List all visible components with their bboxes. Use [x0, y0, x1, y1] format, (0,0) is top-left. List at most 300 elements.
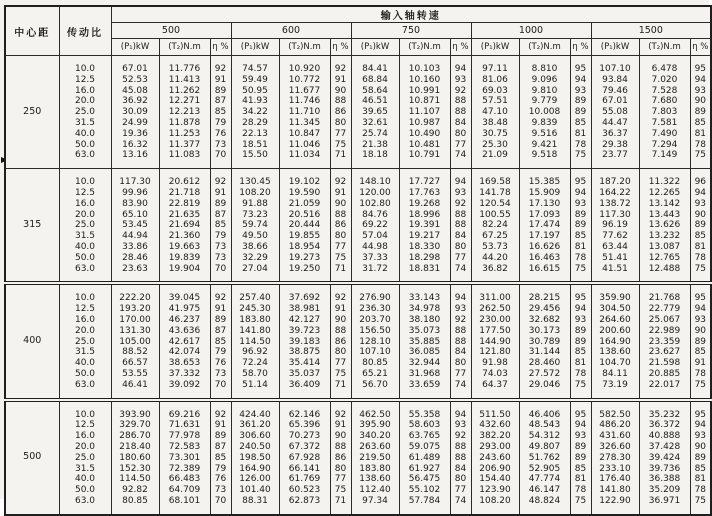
data-cell: 88 [450, 220, 471, 231]
data-cell: 141.80 [231, 326, 279, 337]
data-cell: 10.103 [399, 56, 450, 75]
data-cell: 120.54 [471, 199, 519, 210]
data-cell: 91 [690, 358, 711, 369]
data-cell: 57.784 [399, 496, 450, 515]
table-row [5, 220, 711, 231]
data-cell: 25.74 [351, 129, 399, 140]
data-cell: 94 [690, 188, 711, 199]
data-cell: 90 [690, 210, 711, 221]
data-cell: 92 [330, 400, 351, 421]
table-row [5, 347, 711, 358]
data-cell: 73.301 [159, 453, 210, 464]
data-cell: 28.29 [231, 118, 279, 129]
data-cell: 28.46 [111, 253, 159, 264]
table-row [5, 118, 711, 129]
ratio-value: 63.0 [59, 380, 111, 400]
data-cell: 77 [330, 129, 351, 140]
data-cell: 94 [450, 283, 471, 304]
data-cell: 114.50 [111, 474, 159, 485]
data-cell: 91 [210, 75, 231, 86]
data-cell: 12.765 [639, 253, 690, 264]
data-cell: 39.65 [351, 107, 399, 118]
data-cell: 53.45 [111, 220, 159, 231]
data-cell: 286.70 [111, 431, 159, 442]
data-cell: 7.020 [639, 75, 690, 86]
data-cell: 15.909 [519, 188, 570, 199]
data-cell: 203.70 [351, 315, 399, 326]
data-cell: 13.16 [111, 150, 159, 168]
data-cell: 10.987 [399, 118, 450, 129]
table-row [5, 380, 711, 400]
data-cell: 85 [570, 231, 591, 242]
data-cell: 28.460 [519, 358, 570, 369]
data-cell: 75 [330, 485, 351, 496]
speed-header-1500: 1500 [591, 23, 711, 39]
data-cell: 88 [450, 326, 471, 337]
data-cell: 46.51 [351, 96, 399, 107]
data-cell: 93 [690, 86, 711, 97]
table-row [5, 337, 711, 348]
data-cell: 89 [690, 337, 711, 348]
data-cell: 88 [450, 96, 471, 107]
table-row [5, 485, 711, 496]
ratio-value: 63.0 [59, 264, 111, 284]
data-cell: 72.389 [159, 464, 210, 475]
sub-header-efficiency: η % [210, 39, 231, 56]
data-cell: 11.878 [159, 118, 210, 129]
data-cell: 70 [210, 150, 231, 168]
data-cell: 89 [570, 220, 591, 231]
data-cell: 89 [210, 86, 231, 97]
data-cell: 52.905 [519, 464, 570, 475]
data-cell: 35.232 [639, 400, 690, 421]
data-cell: 97.11 [471, 56, 519, 75]
data-cell: 108.20 [231, 188, 279, 199]
data-cell: 87 [210, 442, 231, 453]
ratio-value: 50.0 [59, 485, 111, 496]
data-cell: 7.680 [639, 96, 690, 107]
data-cell: 8.810 [519, 56, 570, 75]
col-header-center-distance: 中心距 [5, 6, 59, 56]
data-cell: 424.40 [231, 400, 279, 421]
data-cell: 27.572 [519, 369, 570, 380]
data-cell: 19.268 [399, 199, 450, 210]
data-cell: 138.72 [591, 199, 639, 210]
data-cell: 15.50 [231, 150, 279, 168]
data-cell: 39.183 [279, 337, 330, 348]
data-cell: 76 [210, 129, 231, 140]
data-cell: 34.22 [231, 107, 279, 118]
data-cell: 66.141 [279, 464, 330, 475]
data-cell: 85 [210, 107, 231, 118]
data-cell: 70 [210, 496, 231, 515]
data-cell: 75 [330, 253, 351, 264]
sub-header-torque: (T₂)N.m [399, 39, 450, 56]
data-cell: 11.262 [159, 86, 210, 97]
data-cell: 81.06 [471, 75, 519, 86]
data-cell: 35.073 [399, 326, 450, 337]
ratio-value: 40.0 [59, 358, 111, 369]
data-cell: 47.774 [519, 474, 570, 485]
data-cell: 23.63 [111, 264, 159, 284]
table-row [5, 283, 711, 304]
data-cell: 128.10 [351, 337, 399, 348]
data-cell: 18.18 [351, 150, 399, 168]
data-cell: 17.727 [399, 169, 450, 188]
data-cell: 71 [330, 150, 351, 168]
data-cell: 63.44 [591, 242, 639, 253]
data-cell: 35.885 [399, 337, 450, 348]
data-cell: 19.590 [279, 188, 330, 199]
data-cell: 19.36 [111, 129, 159, 140]
data-cell: 67.372 [279, 442, 330, 453]
data-cell: 37.428 [639, 442, 690, 453]
ratio-value: 20.0 [59, 326, 111, 337]
data-cell: 88.52 [111, 347, 159, 358]
data-cell: 71.631 [159, 420, 210, 431]
data-cell: 11.046 [279, 140, 330, 151]
data-cell: 46.147 [519, 485, 570, 496]
data-cell: 44.94 [111, 231, 159, 242]
data-cell: 80 [450, 129, 471, 140]
data-cell: 89 [570, 210, 591, 221]
data-cell: 35.209 [639, 485, 690, 496]
ratio-value: 16.0 [59, 315, 111, 326]
data-cell: 97.34 [351, 496, 399, 515]
data-cell: 22.017 [639, 380, 690, 400]
data-cell: 77 [450, 485, 471, 496]
data-cell: 41.93 [231, 96, 279, 107]
data-cell: 86 [330, 453, 351, 464]
data-cell: 54.312 [519, 431, 570, 442]
data-cell: 88 [450, 442, 471, 453]
data-cell: 74 [450, 264, 471, 284]
data-cell: 19.273 [279, 253, 330, 264]
data-cell: 23.627 [639, 347, 690, 358]
data-cell: 78 [690, 140, 711, 151]
data-cell: 91 [330, 75, 351, 86]
data-cell: 91 [210, 420, 231, 431]
data-cell: 19.250 [279, 264, 330, 284]
data-cell: 16.463 [519, 253, 570, 264]
ratio-value: 63.0 [59, 496, 111, 515]
data-cell: 39.723 [279, 326, 330, 337]
data-cell: 91 [210, 304, 231, 315]
data-cell: 11.083 [159, 150, 210, 168]
block-center-315 [5, 169, 711, 284]
center-distance-value: 250 [5, 56, 59, 169]
data-cell: 92 [210, 400, 231, 421]
data-cell: 11.710 [279, 107, 330, 118]
data-cell: 101.40 [231, 485, 279, 496]
data-cell: 91 [330, 304, 351, 315]
data-cell: 80 [450, 474, 471, 485]
data-cell: 19.839 [159, 253, 210, 264]
data-cell: 39.092 [159, 380, 210, 400]
data-cell: 66.483 [159, 474, 210, 485]
data-cell: 78 [570, 140, 591, 151]
data-cell: 13.087 [639, 242, 690, 253]
data-cell: 462.50 [351, 400, 399, 421]
data-cell: 20.885 [639, 369, 690, 380]
data-cell: 37.692 [279, 283, 330, 304]
data-cell: 81 [690, 242, 711, 253]
data-cell: 263.60 [351, 442, 399, 453]
data-cell: 73 [210, 369, 231, 380]
data-cell: 89 [570, 453, 591, 464]
data-cell: 19.904 [159, 264, 210, 284]
data-cell: 94 [690, 304, 711, 315]
data-cell: 22.819 [159, 199, 210, 210]
data-cell: 94 [690, 75, 711, 86]
data-cell: 176.40 [591, 474, 639, 485]
data-cell: 12.488 [639, 264, 690, 284]
data-cell: 62.146 [279, 400, 330, 421]
col-header-ratio: 传动比 [59, 6, 111, 56]
data-cell: 92.82 [111, 485, 159, 496]
block-center-400 [5, 283, 711, 399]
data-cell: 99.96 [111, 188, 159, 199]
data-cell: 89 [210, 199, 231, 210]
speed-header-1000: 1000 [471, 23, 591, 39]
data-cell: 77.978 [159, 431, 210, 442]
data-cell: 42.617 [159, 337, 210, 348]
data-cell: 74 [450, 496, 471, 515]
data-cell: 75 [690, 264, 711, 284]
data-cell: 86 [330, 220, 351, 231]
data-cell: 114.50 [231, 337, 279, 348]
data-cell: 44.47 [591, 118, 639, 129]
ratio-value: 12.5 [59, 304, 111, 315]
data-cell: 67.01 [111, 56, 159, 75]
data-cell: 38.653 [159, 358, 210, 369]
data-cell: 19.102 [279, 169, 330, 188]
data-cell: 122.90 [591, 496, 639, 515]
data-cell: 73 [210, 253, 231, 264]
data-cell: 95 [690, 400, 711, 421]
data-cell: 70 [210, 380, 231, 400]
data-cell: 108.20 [471, 496, 519, 515]
data-cell: 7.803 [639, 107, 690, 118]
data-cell: 193.20 [111, 304, 159, 315]
data-cell: 94 [690, 420, 711, 431]
data-cell: 81 [570, 129, 591, 140]
data-cell: 90 [330, 431, 351, 442]
data-cell: 382.20 [471, 431, 519, 442]
data-cell: 245.30 [231, 304, 279, 315]
data-cell: 13.232 [639, 231, 690, 242]
ratio-value: 31.5 [59, 464, 111, 475]
data-cell: 80 [330, 118, 351, 129]
data-cell: 359.90 [591, 283, 639, 304]
data-cell: 130.45 [231, 169, 279, 188]
data-cell: 85 [570, 118, 591, 129]
data-cell: 12.265 [639, 188, 690, 199]
data-cell: 46.237 [159, 315, 210, 326]
data-cell: 90 [690, 96, 711, 107]
data-cell: 100.55 [471, 210, 519, 221]
data-cell: 69.03 [471, 86, 519, 97]
data-cell: 264.60 [591, 315, 639, 326]
data-cell: 29.38 [591, 140, 639, 151]
data-cell: 96.19 [591, 220, 639, 231]
data-cell: 79.46 [591, 86, 639, 97]
data-cell: 60.523 [279, 485, 330, 496]
speed-header-500: 500 [111, 23, 231, 39]
data-cell: 326.60 [591, 442, 639, 453]
data-cell: 30.09 [111, 107, 159, 118]
ratio-value: 25.0 [59, 453, 111, 464]
table-row [5, 420, 711, 431]
data-cell: 76 [210, 474, 231, 485]
data-cell: 7.294 [639, 140, 690, 151]
data-cell: 13.443 [639, 210, 690, 221]
data-cell: 80 [330, 231, 351, 242]
data-cell: 117.30 [111, 169, 159, 188]
data-cell: 61.927 [399, 464, 450, 475]
data-cell: 84 [450, 464, 471, 475]
data-cell: 24.99 [111, 118, 159, 129]
data-cell: 20.444 [279, 220, 330, 231]
table-row [5, 442, 711, 453]
ratio-value: 31.5 [59, 231, 111, 242]
data-cell: 21.694 [159, 220, 210, 231]
data-cell: 16.626 [519, 242, 570, 253]
data-cell: 77 [450, 253, 471, 264]
data-cell: 11.322 [639, 169, 690, 188]
ratio-value: 16.0 [59, 86, 111, 97]
data-cell: 35.414 [279, 358, 330, 369]
data-cell: 9.518 [519, 150, 570, 168]
data-cell: 89 [690, 453, 711, 464]
data-cell: 90 [330, 199, 351, 210]
data-cell: 7.490 [639, 129, 690, 140]
center-distance-value: 400 [5, 283, 59, 399]
data-cell: 64.37 [471, 380, 519, 400]
data-cell: 78 [690, 253, 711, 264]
sub-header-torque: (T₂)N.m [279, 39, 330, 56]
sub-header-power: (P₁)kW [111, 39, 159, 56]
data-cell: 31.72 [351, 264, 399, 284]
data-cell: 51.14 [231, 380, 279, 400]
data-cell: 95 [690, 56, 711, 75]
data-cell: 55.102 [399, 485, 450, 496]
data-cell: 67.01 [591, 96, 639, 107]
data-cell: 18.996 [399, 210, 450, 221]
data-cell: 93.84 [591, 75, 639, 86]
table-row [5, 199, 711, 210]
data-cell: 10.772 [279, 75, 330, 86]
data-cell: 582.50 [591, 400, 639, 421]
data-cell: 262.50 [471, 304, 519, 315]
data-cell: 75 [330, 369, 351, 380]
data-cell: 52.53 [111, 75, 159, 86]
data-cell: 80.85 [111, 496, 159, 515]
data-cell: 94 [570, 188, 591, 199]
data-cell: 67.928 [279, 453, 330, 464]
data-cell: 80 [450, 242, 471, 253]
table-row [5, 56, 711, 75]
data-cell: 92 [450, 199, 471, 210]
data-cell: 72.24 [231, 358, 279, 369]
sub-header-torque: (T₂)N.m [639, 39, 690, 56]
data-cell: 71 [330, 496, 351, 515]
data-cell: 91 [210, 188, 231, 199]
data-cell: 257.40 [231, 283, 279, 304]
data-cell: 41.975 [159, 304, 210, 315]
data-cell: 79 [210, 464, 231, 475]
data-cell: 17.130 [519, 199, 570, 210]
data-cell: 95 [570, 56, 591, 75]
data-cell: 61.489 [399, 453, 450, 464]
data-cell: 40.888 [639, 431, 690, 442]
sub-header-power: (P₁)kW [231, 39, 279, 56]
ratio-value: 25.0 [59, 220, 111, 231]
data-cell: 112.40 [351, 485, 399, 496]
sub-header-power: (P₁)kW [591, 39, 639, 56]
data-cell: 230.00 [471, 315, 519, 326]
data-cell: 306.60 [231, 431, 279, 442]
data-cell: 75 [570, 264, 591, 284]
data-cell: 91.98 [471, 358, 519, 369]
data-cell: 75 [690, 496, 711, 515]
data-cell: 10.490 [399, 129, 450, 140]
data-cell: 91 [330, 420, 351, 431]
data-cell: 17.763 [399, 188, 450, 199]
data-cell: 91.88 [231, 199, 279, 210]
data-cell: 34.978 [399, 304, 450, 315]
data-cell: 25.30 [471, 140, 519, 151]
data-cell: 13.142 [639, 199, 690, 210]
data-cell: 93 [450, 304, 471, 315]
data-cell: 71 [330, 380, 351, 400]
ratio-value: 16.0 [59, 431, 111, 442]
data-cell: 38.48 [471, 118, 519, 129]
data-cell: 219.50 [351, 453, 399, 464]
data-cell: 16.32 [111, 140, 159, 151]
table-row [5, 242, 711, 253]
data-cell: 59.075 [399, 442, 450, 453]
table-row [5, 96, 711, 107]
data-cell: 9.096 [519, 75, 570, 86]
data-cell: 27.04 [231, 264, 279, 284]
data-cell: 131.30 [111, 326, 159, 337]
data-cell: 21.38 [351, 140, 399, 151]
data-cell: 38.180 [399, 315, 450, 326]
data-cell: 94 [570, 420, 591, 431]
data-cell: 361.20 [231, 420, 279, 431]
data-cell: 48.543 [519, 420, 570, 431]
data-cell: 80 [450, 358, 471, 369]
data-cell: 152.30 [111, 464, 159, 475]
data-cell: 77.62 [591, 231, 639, 242]
data-cell: 36.372 [639, 420, 690, 431]
data-cell: 58.603 [399, 420, 450, 431]
data-cell: 69.216 [159, 400, 210, 421]
data-cell: 62.873 [279, 496, 330, 515]
data-cell: 9.779 [519, 96, 570, 107]
data-cell: 102.80 [351, 199, 399, 210]
center-distance-value: 315 [5, 169, 59, 284]
data-cell: 89 [690, 107, 711, 118]
table-row [5, 86, 711, 97]
data-cell: 236.30 [351, 304, 399, 315]
data-cell: 75 [330, 140, 351, 151]
data-cell: 88 [330, 96, 351, 107]
data-cell: 94 [450, 400, 471, 421]
data-cell: 85 [690, 231, 711, 242]
data-cell: 84 [450, 347, 471, 358]
